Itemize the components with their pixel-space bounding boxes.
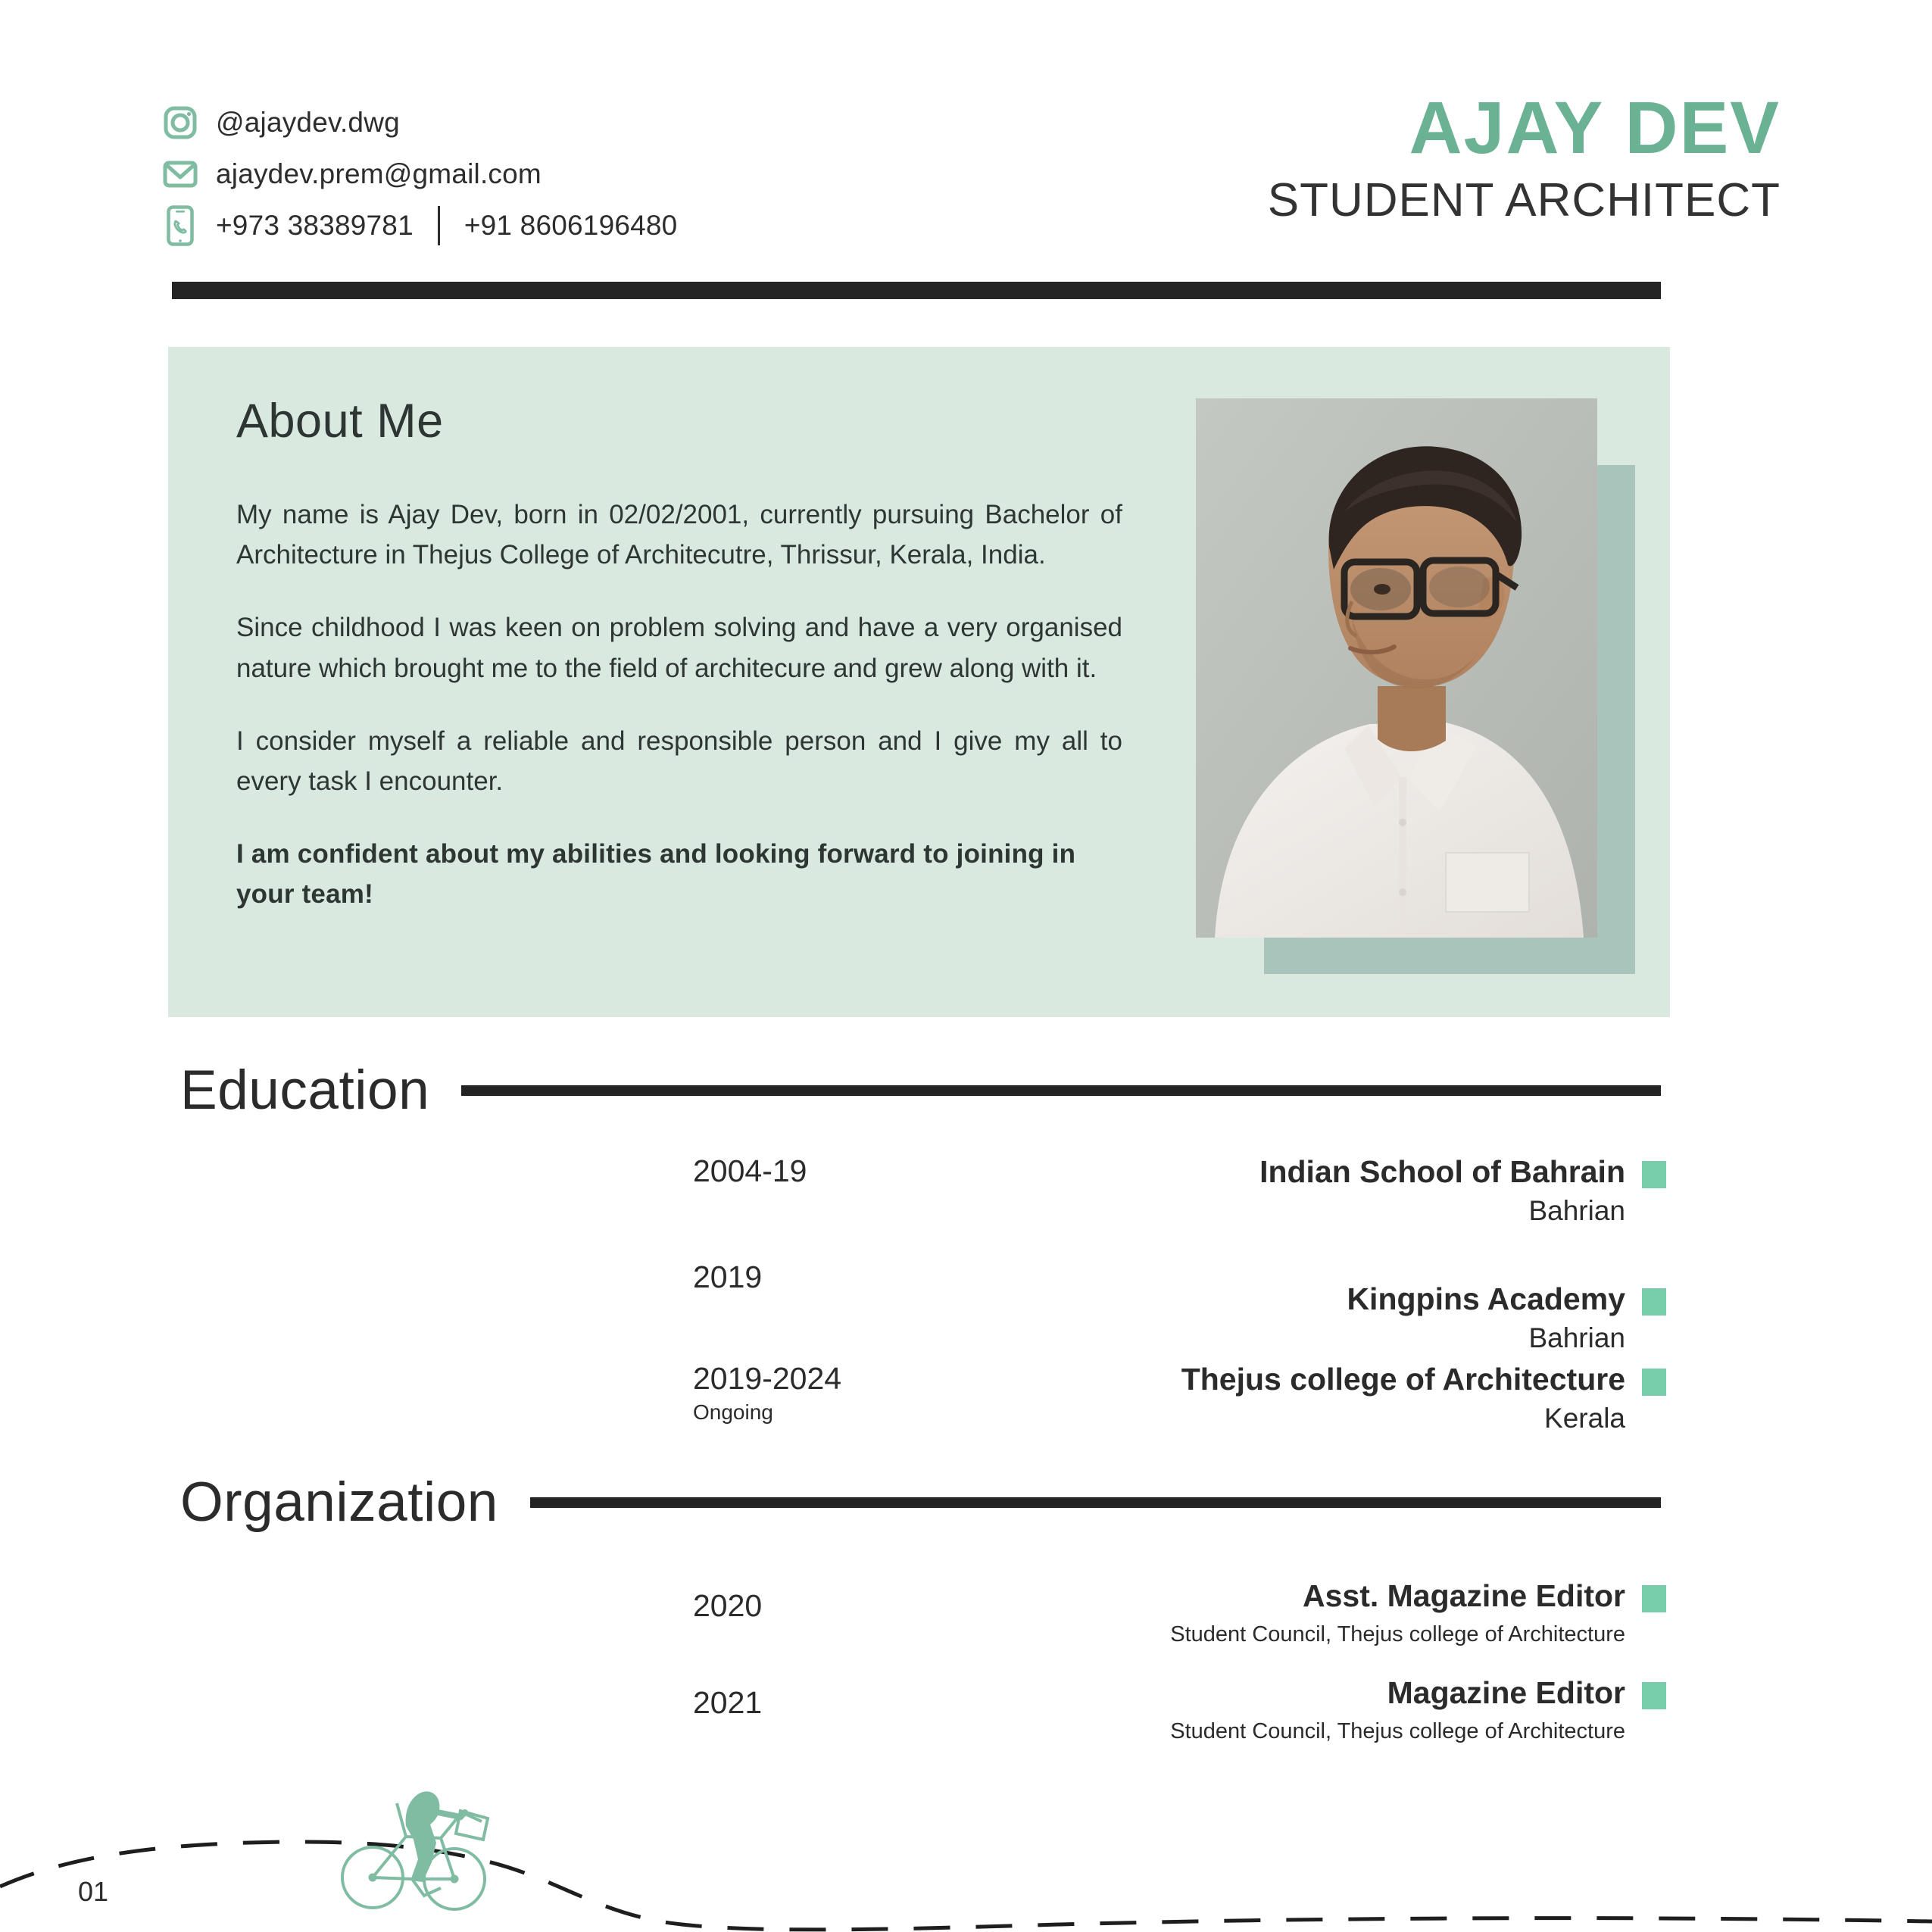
education-section-header: [180, 1059, 1661, 1122]
about-body: [236, 495, 1122, 915]
organization-entry: [68, 1675, 1666, 1745]
organization-heading: Organization: [180, 1472, 498, 1533]
instagram-handle: @ajaydev.dwg: [216, 107, 400, 138]
about-closing-statement: I am confident about my abilities and looking forward to joining in your team!: [236, 839, 1076, 910]
education-entry: [68, 1260, 1666, 1356]
entry-year-col: 2004-19: [693, 1153, 807, 1188]
entry-title: Kingpins Academy: [1347, 1281, 1625, 1316]
entry-detail-col: [693, 1362, 1642, 1436]
phone-icon: [163, 206, 198, 245]
contact-row-email[interactable]: [163, 148, 677, 200]
entry-detail-col: [693, 1578, 1642, 1648]
section-rule: [461, 1085, 1661, 1096]
phone-primary: +973 38389781: [216, 210, 414, 241]
page-header: [0, 0, 1932, 303]
organization-section-header: [180, 1471, 1661, 1534]
page-footer: [0, 1773, 1932, 1932]
entry-marker-square: [1642, 1288, 1666, 1316]
entry-place: Bahrian: [1528, 1195, 1625, 1227]
entry-title: Thejus college of Architecture: [1181, 1362, 1625, 1397]
name-block: [1267, 86, 1781, 227]
portrait-container: [1196, 398, 1635, 974]
entry-title: Indian School of Bahrain: [1259, 1154, 1625, 1189]
entry-title: Asst. Magazine Editor: [1302, 1578, 1625, 1613]
entry-detail-col: [693, 1154, 1642, 1228]
organization-entry: [68, 1578, 1666, 1648]
about-paragraph: I consider myself a reliable and responsible person and I give my all to every task I encounter.: [236, 726, 1122, 796]
entry-marker-square: [1642, 1682, 1666, 1709]
entry-year-col: 2020: [693, 1588, 763, 1623]
entry-year-col: 2019-2024 Ongoing: [693, 1361, 842, 1424]
entry-detail-col: [693, 1260, 1642, 1356]
contact-block: [163, 97, 677, 251]
entry-place: Student Council, Thejus college of Architecture: [1170, 1622, 1625, 1647]
entry-year-col: 2021: [693, 1685, 763, 1720]
education-heading: Education: [180, 1060, 430, 1121]
phone-divider: [438, 206, 440, 245]
page-title: AJAY DEV: [1409, 86, 1781, 169]
education-entry: [68, 1154, 1666, 1228]
email-icon: [163, 154, 198, 194]
contact-row-instagram[interactable]: [163, 97, 677, 148]
entry-place: Kerala: [1544, 1403, 1625, 1434]
phone-secondary: +91 8606196480: [463, 210, 678, 241]
entry-marker-square: [1642, 1585, 1666, 1612]
contact-row-phone[interactable]: [163, 200, 677, 251]
entry-detail-col: [693, 1675, 1642, 1745]
entry-marker-square: [1642, 1369, 1666, 1396]
portrait-photo: [1196, 398, 1597, 938]
section-rule: [530, 1497, 1661, 1508]
about-paragraph: Since childhood I was keen on problem solving and have a very organised nature which brought me to the field of architecure and grew along with it.: [236, 613, 1122, 683]
entry-place: Bahrian: [1528, 1322, 1625, 1354]
entry-title: Magazine Editor: [1387, 1675, 1625, 1710]
entry-place: Student Council, Thejus college of Architecture: [1170, 1719, 1625, 1744]
about-heading: About Me: [236, 395, 444, 448]
job-title: STUDENT ARCHITECT: [1267, 174, 1781, 226]
about-paragraph: My name is Ajay Dev, born in 02/02/2001, currently pursuing Bachelor of Architecture in Thejus College of Architecutre, Thrissur, Kerala, India.: [236, 500, 1122, 570]
instagram-icon: [163, 103, 198, 142]
page-number: 01: [78, 1876, 109, 1907]
entry-marker-square: [1642, 1161, 1666, 1188]
header-divider-bar: [172, 282, 1661, 299]
footer-wave-line: [0, 1773, 1932, 1932]
email-address: ajaydev.prem@gmail.com: [216, 158, 542, 189]
education-entry: [68, 1362, 1666, 1436]
about-panel: [168, 347, 1670, 1017]
cyclist-icon: [333, 1790, 492, 1926]
entry-year-col: 2019: [693, 1259, 763, 1294]
